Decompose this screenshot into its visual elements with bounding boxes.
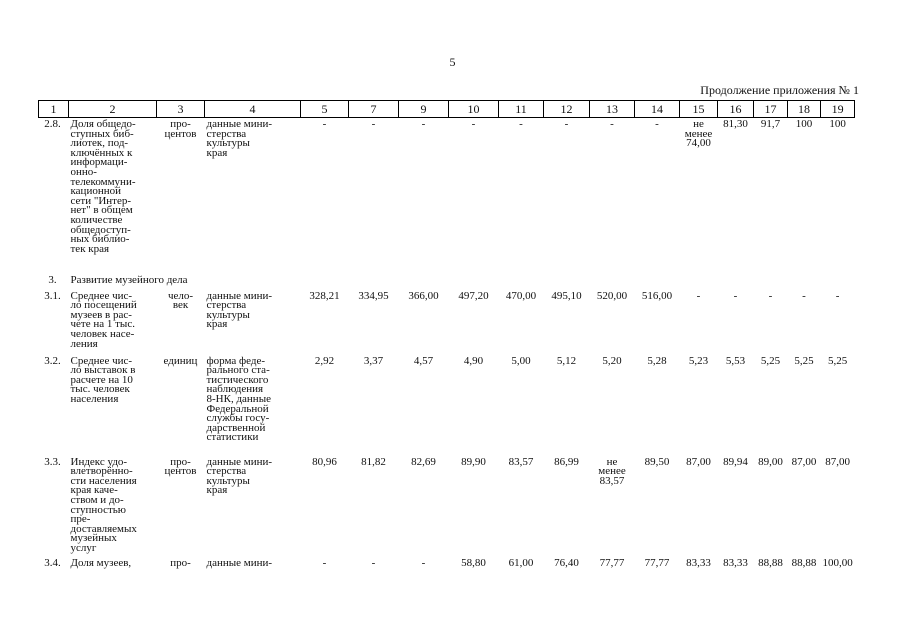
value-cell: 87,00 xyxy=(825,455,850,468)
value-cell: 80,96 xyxy=(312,455,337,468)
value-cell: - xyxy=(371,118,376,130)
header-cell: 15 xyxy=(680,101,718,118)
value-cell: 83,33 xyxy=(723,556,748,569)
value-cell: 2,92 xyxy=(314,354,335,367)
value-cell: 58,80 xyxy=(461,556,486,569)
value-cell: 5,25 xyxy=(828,354,848,367)
unit-of-measure: про- xyxy=(170,556,191,569)
value-cell: 328,21 xyxy=(309,289,340,302)
value-cell: 100,00 xyxy=(822,556,853,569)
value-cell: 77,77 xyxy=(599,556,625,569)
section-title: Развитие музейного дела xyxy=(70,274,188,286)
indicators-table xyxy=(38,100,855,576)
data-source: форма феде- рального ста- тистического наблюдения 8-НК, данные Федеральной службы госу- дарственной статистики xyxy=(206,354,271,444)
value-cell: не менее 74,00 xyxy=(684,118,713,150)
header-cell: 1 xyxy=(39,101,69,118)
value-cell: 5,25 xyxy=(760,354,781,367)
value-cell: - xyxy=(733,289,738,302)
data-source: данные мини- стерства культуры края xyxy=(206,455,273,497)
header-cell: 16 xyxy=(718,101,754,118)
row-code: 3.4. xyxy=(44,556,61,569)
header-cell: 3 xyxy=(157,101,205,118)
table-row xyxy=(39,290,855,355)
indicator-name: Доля общедо- ступных биб- лиотек, под- ключённых к информаци- онно- телекоммуни- кационной сети "Интер- нет" в общем количестве общедоступ- ных библио- тек края xyxy=(70,118,136,255)
value-cell: 5,12 xyxy=(556,354,577,367)
value-cell: 4,57 xyxy=(413,354,434,367)
value-cell: 334,95 xyxy=(358,289,389,302)
value-cell: 82,69 xyxy=(411,455,436,468)
value-cell: 61,00 xyxy=(508,556,534,569)
value-cell: - xyxy=(322,556,327,569)
value-cell: - xyxy=(696,289,701,302)
header-cell: 9 xyxy=(399,101,449,118)
header-cell: 10 xyxy=(449,101,499,118)
header-cell: 17 xyxy=(754,101,788,118)
page-number: 5 xyxy=(449,55,456,69)
indicator-name: Индекс удо- влетворённо- сти населения края каче- ством и до- ступностью пре- доставляемых музейных услуг xyxy=(70,455,137,554)
data-source: данные мини- xyxy=(206,556,273,569)
header-cell: 11 xyxy=(499,101,544,118)
value-cell: 81,82 xyxy=(361,455,386,468)
unit-of-measure: чело- век xyxy=(167,289,194,312)
value-cell: 5,20 xyxy=(602,354,622,367)
data-source: данные мини- стерства культуры края xyxy=(206,118,273,159)
table-row xyxy=(39,456,855,557)
value-cell: 5,28 xyxy=(647,354,667,367)
unit-of-measure: про- центов xyxy=(164,118,197,140)
header-cell: 5 xyxy=(301,101,349,118)
value-cell: 497,20 xyxy=(458,289,489,302)
value-cell: - xyxy=(610,118,614,130)
value-cell: 520,00 xyxy=(596,289,628,302)
value-cell: 100 xyxy=(795,118,813,130)
header-cell: 7 xyxy=(349,101,399,118)
value-cell: 88,88 xyxy=(758,556,783,569)
unit-of-measure: про- центов xyxy=(164,455,197,478)
table-row xyxy=(39,355,855,456)
header-cell: 13 xyxy=(590,101,635,118)
header-cell: 18 xyxy=(788,101,821,118)
value-cell: - xyxy=(768,289,773,302)
value-cell: - xyxy=(519,118,523,130)
row-code: 3.1. xyxy=(44,289,61,302)
header-cell: 14 xyxy=(635,101,680,118)
value-cell: - xyxy=(802,289,806,302)
section-code: 3. xyxy=(48,274,57,286)
value-cell: 76,40 xyxy=(554,556,579,569)
value-cell: 100 xyxy=(829,118,846,130)
value-cell: 5,23 xyxy=(688,354,709,367)
value-cell: 83,33 xyxy=(686,556,711,569)
table-row xyxy=(39,557,855,576)
header-cell: 2 xyxy=(69,101,157,118)
table-row xyxy=(39,118,855,272)
header-row xyxy=(39,101,855,118)
row-code: 3.2. xyxy=(44,354,61,367)
value-cell: - xyxy=(421,118,426,130)
section-row xyxy=(39,271,855,290)
indicator-name: Среднее чис- ло выставок в расчете на 10 тыс. человек населения xyxy=(70,354,136,405)
unit-of-measure: единиц xyxy=(163,354,198,367)
value-cell: 366,00 xyxy=(408,289,439,302)
value-cell: 91,7 xyxy=(760,118,781,130)
continuation-label: Продолжение приложения № 1 xyxy=(700,83,859,97)
row-code: 2.8. xyxy=(44,118,61,130)
value-cell: 516,00 xyxy=(641,289,673,302)
value-cell: 5,00 xyxy=(511,354,531,367)
value-cell: 89,50 xyxy=(644,455,670,468)
value-cell: 5,25 xyxy=(794,354,814,367)
value-cell: 89,00 xyxy=(758,455,783,468)
value-cell: 89,94 xyxy=(723,455,748,468)
value-cell: 3,37 xyxy=(363,354,384,367)
value-cell: - xyxy=(835,289,840,302)
value-cell: 470,00 xyxy=(505,289,537,302)
data-source: данные мини- стерства культуры края xyxy=(206,289,273,331)
value-cell: 86,99 xyxy=(554,455,579,468)
value-cell: 88,88 xyxy=(791,556,817,569)
value-cell: - xyxy=(421,556,426,569)
value-cell: 87,00 xyxy=(686,455,711,468)
value-cell: не менее 83,57 xyxy=(598,455,626,487)
value-cell: 495,10 xyxy=(551,289,582,302)
header-cell: 12 xyxy=(544,101,590,118)
value-cell: 87,00 xyxy=(791,455,817,468)
indicator-name: Среднее чис- ло посещений музеев в рас- чете на 1 тыс. человек насе- ления xyxy=(70,289,137,350)
indicator-name: Доля музеев, xyxy=(70,556,132,569)
value-cell: - xyxy=(322,118,327,130)
value-cell: 89,90 xyxy=(461,455,486,468)
header-cell: 19 xyxy=(821,101,855,118)
value-cell: 5,53 xyxy=(725,354,746,367)
value-cell: 77,77 xyxy=(644,556,670,569)
value-cell: - xyxy=(564,118,569,130)
row-code: 3.3. xyxy=(44,455,61,468)
value-cell: - xyxy=(655,118,659,130)
value-cell: 83,57 xyxy=(508,455,534,468)
value-cell: 4,90 xyxy=(463,354,484,367)
value-cell: - xyxy=(471,118,476,130)
value-cell: 81,30 xyxy=(723,118,748,130)
header-cell: 4 xyxy=(205,101,301,118)
value-cell: - xyxy=(371,556,376,569)
